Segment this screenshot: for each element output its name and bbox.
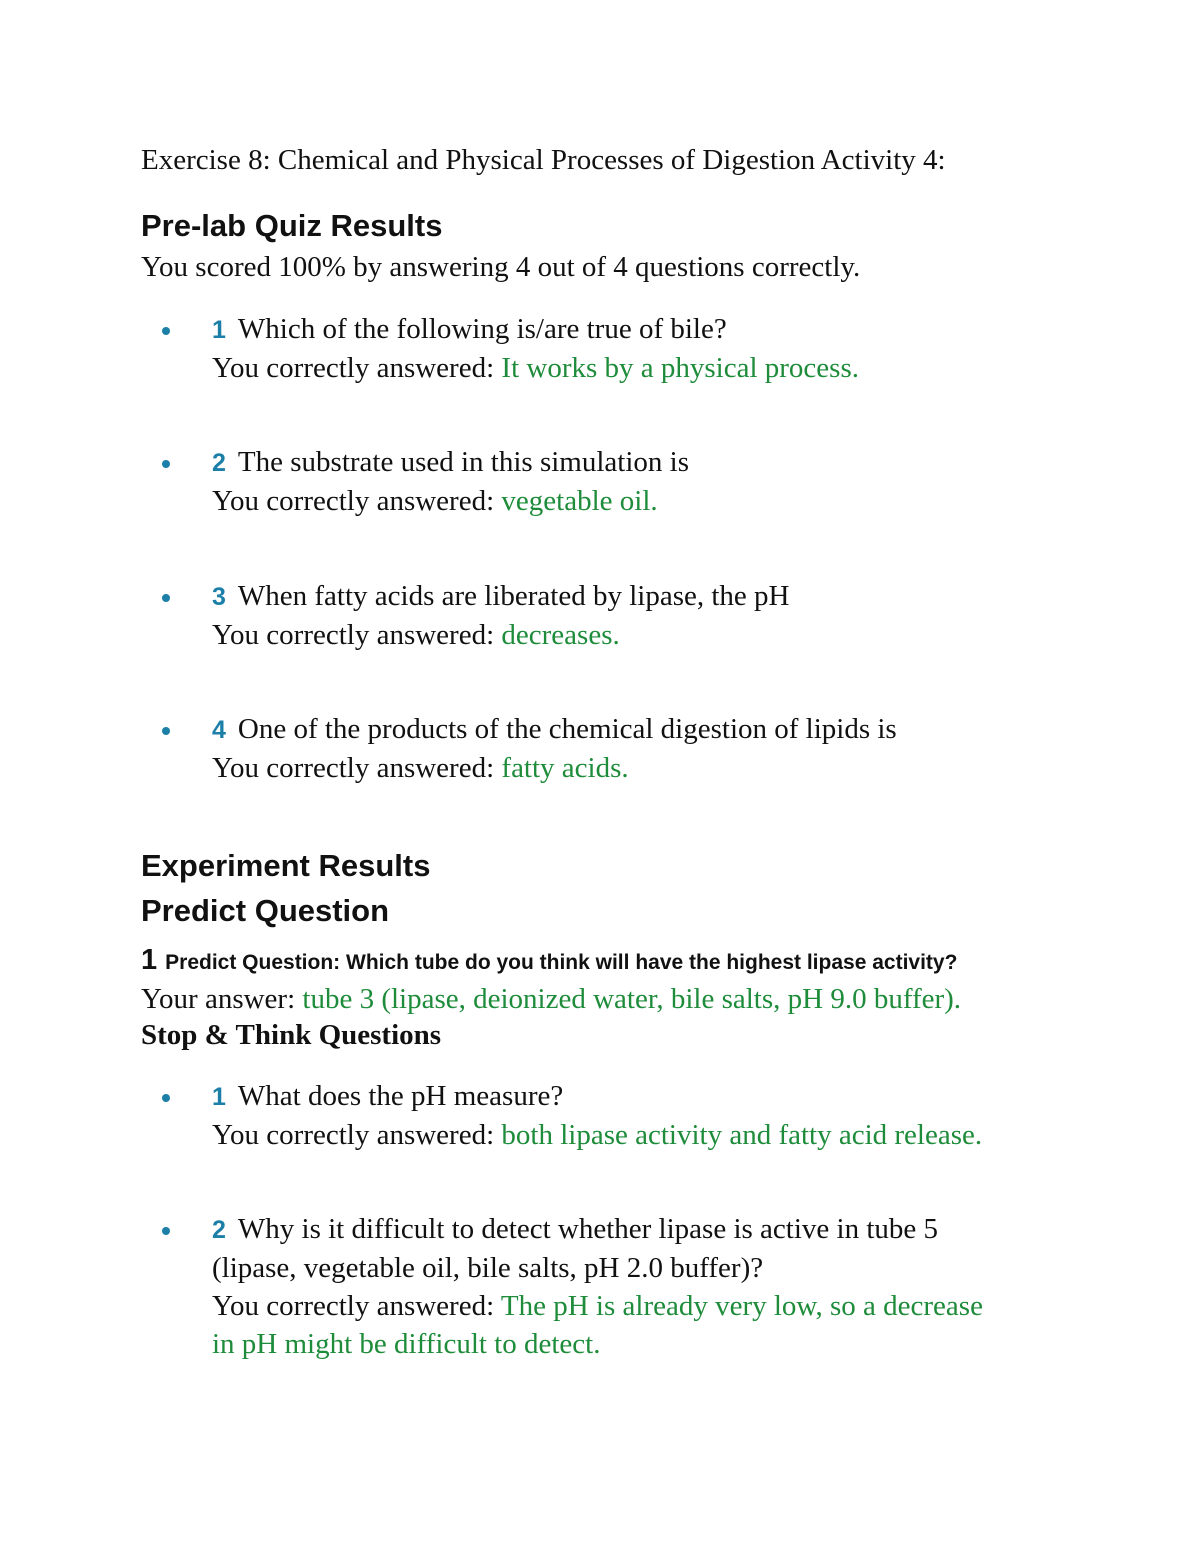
question-number: 1	[212, 1083, 226, 1111]
predict-heading: Predict Question	[141, 893, 390, 928]
question-text: What does the pH measure?	[237, 1080, 564, 1112]
predict-question	[141, 942, 957, 981]
predict-text: Predict Question: Which tube do you think will have the highest lipase activity?	[165, 951, 958, 974]
question-text-line2: (lipase, vegetable oil, bile salts, pH 2.0 buffer)?	[212, 1252, 764, 1284]
answer-text: fatty acids.	[501, 752, 629, 784]
answer-label: Your answer:	[141, 983, 296, 1015]
question-number: 1	[212, 316, 226, 344]
answer-text: tube 3 (lipase, deionized water, bile salts, pH 9.0 buffer).	[302, 983, 962, 1015]
experiment-heading: Experiment Results	[141, 848, 431, 883]
question-text: When fatty acids are liberated by lipase, the pH	[237, 580, 790, 612]
stop-think-heading: Stop & Think Questions	[141, 1019, 442, 1051]
answer-text: both lipase activity and fatty acid release.	[501, 1119, 983, 1151]
question-text: Which of the following is/are true of bile?	[237, 313, 727, 345]
answer-text: It works by a physical process.	[501, 352, 859, 384]
answer-text-line1: The pH is already very low, so a decrease	[500, 1290, 983, 1322]
bullet-icon	[162, 727, 170, 735]
bullet-icon	[162, 1227, 170, 1235]
answer-label: You correctly answered:	[212, 1290, 495, 1322]
bullet-icon	[162, 327, 170, 335]
score-text: You scored 100% by answering 4 out of 4 questions correctly.	[141, 251, 861, 283]
bullet-icon	[162, 594, 170, 602]
predict-answer	[141, 980, 961, 1018]
question-number: 2	[212, 449, 226, 477]
answer-text-line2: in pH might be difficult to detect.	[212, 1328, 601, 1360]
question-text: The substrate used in this simulation is	[237, 446, 689, 478]
answer-label: You correctly answered:	[212, 752, 495, 784]
answer-label: You correctly answered:	[212, 352, 495, 384]
answer-label: You correctly answered:	[212, 619, 495, 651]
answer-label: You correctly answered:	[212, 485, 495, 517]
answer-text: decreases.	[501, 619, 620, 651]
predict-number: 1	[141, 944, 158, 976]
answer-text: vegetable oil.	[501, 485, 658, 517]
exercise-title: Exercise 8: Chemical and Physical Processes of Digestion Activity 4:	[141, 144, 946, 176]
question-number: 4	[212, 716, 226, 744]
prelab-heading: Pre-lab Quiz Results	[141, 208, 443, 243]
question-text: One of the products of the chemical digestion of lipids is	[237, 713, 897, 745]
question-number: 2	[212, 1216, 226, 1244]
bullet-icon	[162, 460, 170, 468]
bullet-icon	[162, 1094, 170, 1102]
question-text-line1: Why is it difficult to detect whether lipase is active in tube 5	[237, 1213, 939, 1245]
answer-label: You correctly answered:	[212, 1119, 495, 1151]
question-number: 3	[212, 583, 226, 611]
